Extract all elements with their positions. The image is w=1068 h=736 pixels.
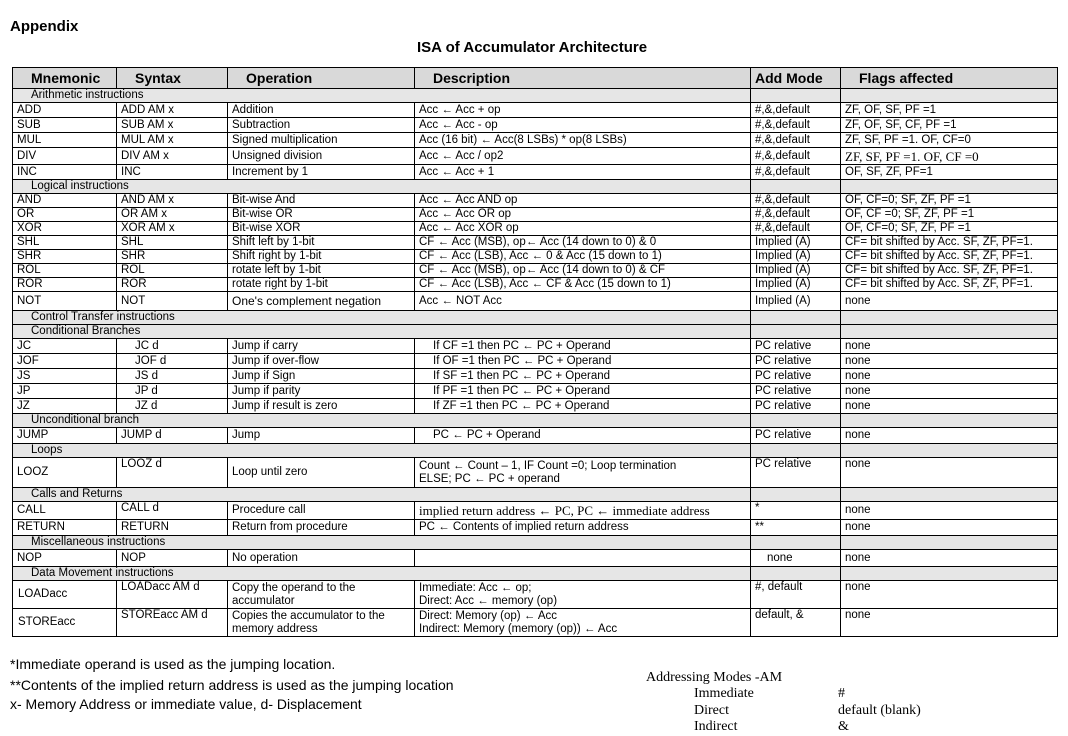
syntax-cell: RETURN [117, 520, 228, 536]
section-row [13, 325, 1058, 339]
operation-cell: Jump [228, 428, 415, 444]
mode-cell: #,&,default [751, 133, 841, 148]
mode-cell: PC relative [751, 399, 841, 414]
description-cell [415, 550, 751, 567]
flags-cell: none [841, 384, 1058, 399]
mode-cell: #,&,default [751, 103, 841, 118]
description-line: Indirect: Memory (memory (op)) ← Acc [419, 622, 618, 635]
flags-cell: CF= bit shifted by Acc. SF, ZF, PF=1. [841, 278, 1058, 292]
table-row [13, 339, 1058, 354]
mnemonic-cell: JOF [13, 354, 117, 369]
header-mnemonic: Mnemonic [13, 68, 117, 89]
flags-cell: ZF, OF, SF, CF, PF =1 [841, 118, 1058, 133]
section-row [13, 89, 1058, 103]
flags-cell: CF= bit shifted by Acc. SF, ZF, PF=1. [841, 236, 1058, 250]
mode-cell: PC relative [751, 339, 841, 354]
table-row [13, 520, 1058, 536]
table-row [13, 384, 1058, 399]
mnemonic-cell: JUMP [13, 428, 117, 444]
table-row [13, 236, 1058, 250]
operation-line: Copies the accumulator to the [232, 609, 385, 622]
operation-cell: Unsigned division [228, 148, 415, 165]
section-row [13, 180, 1058, 194]
flags-cell: OF, CF=0; SF, ZF, PF =1 [841, 194, 1058, 208]
table-row [13, 222, 1058, 236]
syntax-cell: JUMP d [117, 428, 228, 444]
mode-cell: Implied (A) [751, 278, 841, 292]
description-cell: If ZF =1 then PC ← PC + Operand [415, 399, 751, 414]
operation-cell: Shift left by 1-bit [228, 236, 415, 250]
flags-cell: none [841, 399, 1058, 414]
flags-cell: none [841, 428, 1058, 444]
mnemonic-cell: SUB [13, 118, 117, 133]
description-cell: implied return address ← PC, PC ← immediate address [415, 502, 751, 520]
syntax-cell: CALL d [117, 502, 228, 520]
description-line: Immediate: Acc ← op; [419, 581, 532, 594]
header-flags: Flags affected [841, 68, 1058, 89]
flags-cell: CF= bit shifted by Acc. SF, ZF, PF=1. [841, 250, 1058, 264]
mnemonic-cell: JC [13, 339, 117, 354]
flags-cell: OF, CF =0; SF, ZF, PF =1 [841, 208, 1058, 222]
table-row [13, 354, 1058, 369]
operation-cell: No operation [228, 550, 415, 567]
table-row [13, 148, 1058, 165]
syntax-cell: AND AM x [117, 194, 228, 208]
description-cell: CF ← Acc (LSB), Acc ← CF & Acc (15 down to 1) [415, 278, 751, 292]
section-row [13, 567, 1058, 581]
flags-cell: none [841, 458, 1058, 488]
mnemonic-cell: DIV [13, 148, 117, 165]
table-row [13, 118, 1058, 133]
operation-cell: Loop until zero [228, 458, 415, 488]
mode-cell: PC relative [751, 369, 841, 384]
description-cell: Acc (16 bit) ← Acc(8 LSBs) * op(8 LSBs) [415, 133, 751, 148]
section-label: Calls and Returns [13, 488, 751, 502]
section-row [13, 536, 1058, 550]
syntax-cell: SUB AM x [117, 118, 228, 133]
mnemonic-cell: SHL [13, 236, 117, 250]
section-row [13, 414, 1058, 428]
operation-cell: Shift right by 1-bit [228, 250, 415, 264]
flags-cell: ZF, SF, PF =1. OF, CF =0 [841, 148, 1058, 165]
mnemonic-cell: NOT [13, 292, 117, 311]
mode-cell: PC relative [751, 384, 841, 399]
flags-cell: none [841, 550, 1058, 567]
mnemonic-cell: CALL [13, 502, 117, 520]
table-row [13, 264, 1058, 278]
mode-cell: * [751, 502, 841, 520]
operation-cell: Addition [228, 103, 415, 118]
description-line: Direct: Memory (op) ← Acc [419, 609, 558, 622]
section-label: Miscellaneous instructions [13, 536, 751, 550]
footnote-legend: x- Memory Address or immediate value, d- Displacement [10, 696, 362, 712]
table-row [13, 609, 1058, 637]
syntax-cell: DIV AM x [117, 148, 228, 165]
syntax-cell: JOF d [117, 354, 228, 369]
mnemonic-cell: RETURN [13, 520, 117, 536]
operation-cell: rotate right by 1-bit [228, 278, 415, 292]
operation-line: accumulator [232, 594, 295, 607]
flags-cell: OF, CF=0; SF, ZF, PF =1 [841, 222, 1058, 236]
footnote-immediate: *Immediate operand is used as the jumping location. [10, 656, 336, 672]
syntax-cell: NOT [117, 292, 228, 311]
flags-cell: ZF, OF, SF, PF =1 [841, 103, 1058, 118]
description-cell: Acc ← Acc XOR op [415, 222, 751, 236]
flags-cell: CF= bit shifted by Acc. SF, ZF, PF=1. [841, 264, 1058, 278]
description-cell: CF ← Acc (LSB), Acc ← 0 & Acc (15 down to 1) [415, 250, 751, 264]
mode-cell: PC relative [751, 458, 841, 488]
description-cell: CF ← Acc (MSB), op← Acc (14 down to 0) & CF [415, 264, 751, 278]
header-row [13, 68, 1058, 89]
description-cell: Acc ← Acc + 1 [415, 165, 751, 180]
table-row [13, 278, 1058, 292]
header-syntax: Syntax [117, 68, 228, 89]
section-label: Data Movement instructions [13, 567, 751, 581]
table-row [13, 581, 1058, 609]
operation-cell [228, 581, 415, 609]
description-line: Direct: Acc ← memory (op) [419, 594, 558, 607]
section-row [13, 488, 1058, 502]
description-cell: If PF =1 then PC ← PC + Operand [415, 384, 751, 399]
table-row [13, 194, 1058, 208]
operation-cell: Return from procedure [228, 520, 415, 536]
flags-cell: none [841, 502, 1058, 520]
description-cell: Acc ← NOT Acc [415, 292, 751, 311]
operation-cell: Bit-wise OR [228, 208, 415, 222]
syntax-cell: ROR [117, 278, 228, 292]
operation-cell [228, 609, 415, 637]
syntax-cell: JP d [117, 384, 228, 399]
description-cell: Acc ← Acc / op2 [415, 148, 751, 165]
syntax-cell: JS d [117, 369, 228, 384]
header-description: Description [415, 68, 751, 89]
operation-cell: Procedure call [228, 502, 415, 520]
description-cell [415, 458, 751, 488]
table-row [13, 208, 1058, 222]
table-row [13, 428, 1058, 444]
operation-cell: One's complement negation [228, 292, 415, 311]
description-cell: If OF =1 then PC ← PC + Operand [415, 354, 751, 369]
addressing-mode-name: Direct [694, 703, 729, 718]
operation-cell: rotate left by 1-bit [228, 264, 415, 278]
operation-cell: Increment by 1 [228, 165, 415, 180]
mode-cell: Implied (A) [751, 250, 841, 264]
section-label: Arithmetic instructions [13, 89, 751, 103]
syntax-cell: SHL [117, 236, 228, 250]
syntax-cell: SHR [117, 250, 228, 264]
table-row [13, 369, 1058, 384]
section-label: Conditional Branches [13, 325, 751, 339]
description-cell: Acc ← Acc OR op [415, 208, 751, 222]
table-body [13, 89, 1058, 637]
flags-cell: none [841, 339, 1058, 354]
table-row [13, 165, 1058, 180]
operation-line: Copy the operand to the [232, 581, 356, 594]
description-cell: Acc ← Acc AND op [415, 194, 751, 208]
section-label: Loops [13, 444, 751, 458]
operation-cell: Bit-wise And [228, 194, 415, 208]
section-row [13, 311, 1058, 325]
flags-cell: none [841, 354, 1058, 369]
section-label: Unconditional branch [13, 414, 751, 428]
flags-cell: ZF, SF, PF =1. OF, CF=0 [841, 133, 1058, 148]
mnemonic-cell: ADD [13, 103, 117, 118]
operation-cell: Jump if parity [228, 384, 415, 399]
syntax-cell: JZ d [117, 399, 228, 414]
footnote-return: **Contents of the implied return address is used as the jumping location [10, 677, 454, 693]
mode-cell: #,&,default [751, 222, 841, 236]
mnemonic-cell: NOP [13, 550, 117, 567]
description-line: ELSE; PC ← PC + operand [419, 472, 560, 485]
header-operation: Operation [228, 68, 415, 89]
mode-cell: Implied (A) [751, 292, 841, 311]
addressing-modes-title: Addressing Modes -AM [646, 670, 783, 685]
syntax-cell: JC d [117, 339, 228, 354]
flags-cell: OF, SF, ZF, PF=1 [841, 165, 1058, 180]
description-cell: If SF =1 then PC ← PC + Operand [415, 369, 751, 384]
operation-line: memory address [232, 622, 318, 635]
mnemonic-cell: OR [13, 208, 117, 222]
description-cell: PC ← PC + Operand [415, 428, 751, 444]
operation-cell: Signed multiplication [228, 133, 415, 148]
mode-cell: Implied (A) [751, 236, 841, 250]
description-cell [415, 609, 751, 637]
mnemonic-cell: JP [13, 384, 117, 399]
mode-cell: default, & [751, 609, 841, 637]
description-cell: CF ← Acc (MSB), op← Acc (14 down to 0) & 0 [415, 236, 751, 250]
mode-cell: PC relative [751, 428, 841, 444]
isa-table [12, 67, 1058, 637]
mnemonic-cell: XOR [13, 222, 117, 236]
mode-cell: ** [751, 520, 841, 536]
flags-cell: none [841, 369, 1058, 384]
syntax-cell: ADD AM x [117, 103, 228, 118]
mnemonic-cell: JS [13, 369, 117, 384]
description-cell: Acc ← Acc - op [415, 118, 751, 133]
syntax-cell: OR AM x [117, 208, 228, 222]
syntax-cell: LOADacc AM d [117, 581, 228, 609]
mode-cell: #, default [751, 581, 841, 609]
mnemonic-cell: ROR [13, 278, 117, 292]
table-row [13, 103, 1058, 118]
syntax-cell: STOREacc AM d [117, 609, 228, 637]
section-label: Logical instructions [13, 180, 751, 194]
table-title: ISA of Accumulator Architecture [417, 39, 648, 56]
mnemonic-cell: AND [13, 194, 117, 208]
mode-cell: #,&,default [751, 165, 841, 180]
mnemonic-cell: LOOZ [13, 458, 117, 488]
mode-cell: #,&,default [751, 118, 841, 133]
table-row [13, 399, 1058, 414]
mnemonic-cell: LOADacc [13, 581, 117, 609]
table-row [13, 550, 1058, 567]
syntax-cell: INC [117, 165, 228, 180]
operation-cell: Bit-wise XOR [228, 222, 415, 236]
addressing-mode-symbol: & [838, 719, 849, 734]
mnemonic-cell: INC [13, 165, 117, 180]
flags-cell: none [841, 292, 1058, 311]
description-cell [415, 581, 751, 609]
operation-cell: Jump if over-flow [228, 354, 415, 369]
operation-cell: Jump if Sign [228, 369, 415, 384]
mode-cell: #,&,default [751, 148, 841, 165]
syntax-cell: XOR AM x [117, 222, 228, 236]
table-row [13, 250, 1058, 264]
mnemonic-cell: STOREacc [13, 609, 117, 637]
table-row [13, 133, 1058, 148]
mode-cell: #,&,default [751, 208, 841, 222]
section-row [13, 444, 1058, 458]
operation-cell: Jump if result is zero [228, 399, 415, 414]
flags-cell: none [841, 520, 1058, 536]
operation-cell: Subtraction [228, 118, 415, 133]
mnemonic-cell: ROL [13, 264, 117, 278]
appendix-heading: Appendix [10, 18, 79, 35]
description-cell: If CF =1 then PC ← PC + Operand [415, 339, 751, 354]
operation-cell: Jump if carry [228, 339, 415, 354]
syntax-cell: NOP [117, 550, 228, 567]
section-label: Control Transfer instructions [13, 311, 751, 325]
mode-cell: PC relative [751, 354, 841, 369]
addressing-mode-symbol: default (blank) [838, 703, 921, 718]
syntax-cell: ROL [117, 264, 228, 278]
flags-cell: none [841, 581, 1058, 609]
table-row [13, 502, 1058, 520]
syntax-cell: LOOZ d [117, 458, 228, 488]
mnemonic-cell: JZ [13, 399, 117, 414]
header-add-mode: Add Mode [751, 68, 841, 89]
mnemonic-cell: SHR [13, 250, 117, 264]
mode-cell: #,&,default [751, 194, 841, 208]
table-row [13, 458, 1058, 488]
flags-cell: none [841, 609, 1058, 637]
table-row [13, 292, 1058, 311]
mnemonic-cell: MUL [13, 133, 117, 148]
mode-cell: none [751, 550, 841, 567]
mode-cell: Implied (A) [751, 264, 841, 278]
description-cell: PC ← Contents of implied return address [415, 520, 751, 536]
description-line: Count ← Count – 1, IF Count =0; Loop termination [419, 459, 677, 472]
addressing-mode-name: Indirect [694, 719, 738, 734]
syntax-cell: MUL AM x [117, 133, 228, 148]
addressing-mode-name: Immediate [694, 686, 754, 701]
addressing-mode-symbol: # [838, 686, 845, 701]
description-cell: Acc ← Acc + op [415, 103, 751, 118]
